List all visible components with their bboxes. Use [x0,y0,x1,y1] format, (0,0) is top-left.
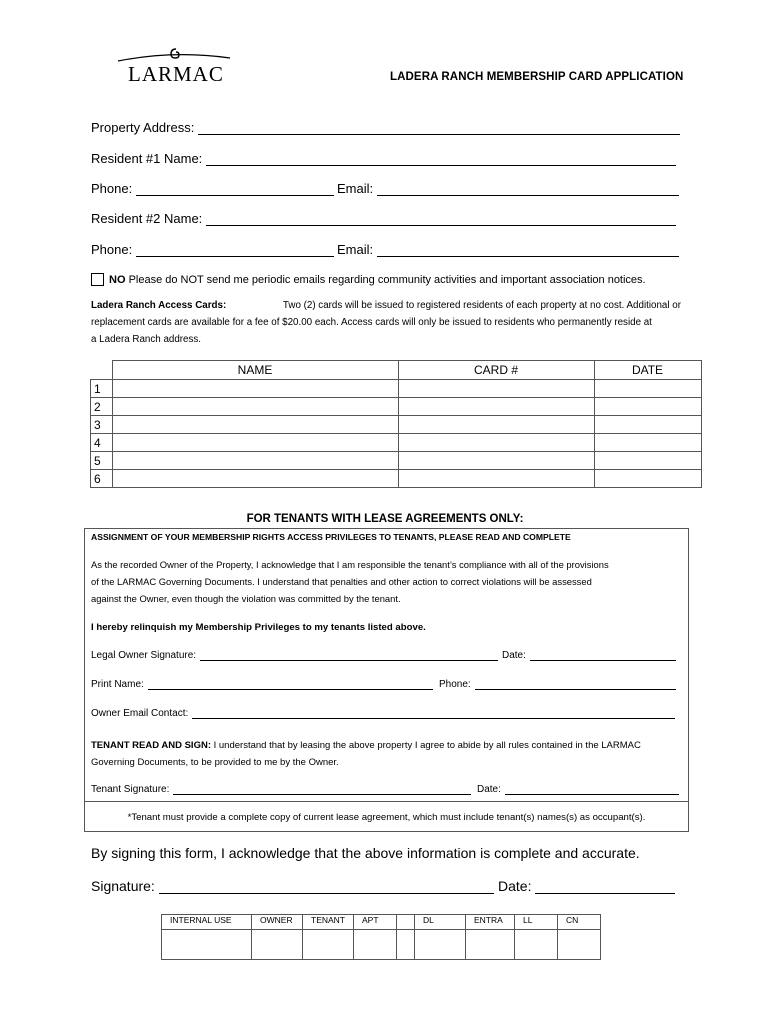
name-cell[interactable] [112,416,398,434]
owner-phone-label: Phone: [439,679,471,690]
tenant-signature-field[interactable] [91,784,471,795]
tenant-signature-line[interactable] [173,784,471,795]
tenant-section [84,528,689,832]
phone1-field[interactable] [91,181,334,196]
tenant-cell: TENANT [303,915,354,930]
internal-use-cell: INTERNAL USE [162,915,252,930]
legal-owner-signature-line[interactable] [200,650,498,661]
table-row [91,470,702,488]
owner-entry[interactable] [252,930,303,960]
date-cell[interactable] [594,452,701,470]
col-name: NAME [112,361,398,380]
resident2-field[interactable] [91,211,676,226]
signature-date-label: Date: [498,878,532,894]
print-name-line[interactable] [148,679,433,690]
blank-entry[interactable] [397,930,415,960]
name-cell[interactable] [112,398,398,416]
tenant-read-sign-line2: Governing Documents, to be provided to me by the Owner. [91,757,339,768]
email2-label: Email: [337,242,374,257]
property-address-field[interactable] [91,120,680,135]
tenant-read-sign [91,737,641,771]
table-row [91,416,702,434]
phone2-field[interactable] [91,242,334,257]
row-number: 4 [91,434,113,452]
resident1-line[interactable] [206,152,676,166]
opt-out-checkbox[interactable] [91,273,104,286]
dl-entry[interactable] [415,930,466,960]
row-number: 6 [91,470,113,488]
ll-entry[interactable] [515,930,558,960]
name-cell[interactable] [112,470,398,488]
resident2-line[interactable] [206,212,676,226]
owner-email-line[interactable] [192,708,675,719]
print-name-label: Print Name: [91,679,144,690]
relinquish-statement: I hereby relinquish my Membership Privileges to my tenants listed above. [91,622,426,633]
card-table [90,360,702,488]
assignment-heading: ASSIGNMENT OF YOUR MEMBERSHIP RIGHTS ACCESS PRIVILEGES TO TENANTS, PLEASE READ AND COMPLETE [91,532,571,542]
date-cell[interactable] [594,470,701,488]
tenant-date-label: Date: [477,784,501,795]
print-name-field[interactable] [91,679,433,690]
name-cell[interactable] [112,434,398,452]
phone1-label: Phone: [91,181,133,196]
opt-out-text: Please do NOT send me periodic emails regarding community activities and important association notices. [128,273,646,286]
tenant-read-sign-label: TENANT READ AND SIGN: [91,740,211,751]
owner-ack-line1: As the recorded Owner of the Property, I acknowledge that I am responsible the tenant’s compliance with all of the provisions [91,559,609,570]
phone2-label: Phone: [91,242,133,257]
owner-email-label: Owner Email Contact: [91,708,189,719]
owner-phone-field[interactable] [439,679,676,690]
logo-text: LARMAC [128,62,224,86]
property-address-line[interactable] [198,121,680,135]
phone1-line[interactable] [136,182,334,196]
card-cell[interactable] [398,470,594,488]
card-cell[interactable] [398,398,594,416]
tenants-heading: FOR TENANTS WITH LEASE AGREEMENTS ONLY: [246,513,524,525]
legal-owner-date-line[interactable] [530,650,676,661]
access-line1: Two (2) cards will be issued to registered residents of each property at no cost. Additional or [282,300,681,311]
larmac-logo [112,44,236,84]
signature-date-line[interactable] [535,879,675,894]
legal-owner-signature-label: Legal Owner Signature: [91,650,197,661]
date-cell[interactable] [594,434,701,452]
table-row [91,398,702,416]
date-cell[interactable] [594,416,701,434]
col-date: DATE [594,361,701,380]
page-title: LADERA RANCH MEMBERSHIP CARD APPLICATION [390,71,684,83]
legal-owner-date-label: Date: [502,650,526,661]
owner-cell: OWNER [252,915,303,930]
dl-cell: DL [415,915,466,930]
owner-ack-line3: against the Owner, even though the violation was committed by the tenant. [91,593,401,604]
entra-entry[interactable] [466,930,515,960]
signature-field[interactable] [91,878,494,894]
date-cell[interactable] [594,380,701,398]
internal-use-entry[interactable] [162,930,252,960]
property-address-label: Property Address: [91,120,195,135]
row-number: 5 [91,452,113,470]
signature-label: Signature: [91,878,155,894]
resident2-label: Resident #2 Name: [91,211,203,226]
card-cell[interactable] [398,380,594,398]
tenant-signature-label: Tenant Signature: [91,784,170,795]
acknowledgement-text: By signing this form, I acknowledge that the above information is complete and accurate. [91,845,640,861]
footnote-divider [85,801,688,802]
signature-date-field[interactable] [498,878,675,894]
internal-use-row [162,930,601,960]
ll-cell: LL [515,915,558,930]
resident1-field[interactable] [91,151,676,166]
card-table-header [91,361,702,380]
owner-acknowledgement [91,556,609,607]
email2-field[interactable] [337,242,679,257]
name-cell[interactable] [112,380,398,398]
blank-cell [397,915,415,930]
email1-line[interactable] [377,182,679,196]
row-number: 1 [91,380,113,398]
access-line3: a Ladera Ranch address. [91,334,202,345]
legal-owner-signature-field[interactable] [91,650,498,661]
cn-cell: CN [558,915,601,930]
tenant-date-line[interactable] [505,784,679,795]
internal-use-table [161,914,601,960]
email-opt-out [91,273,646,286]
access-cards-label: Ladera Ranch Access Cards: [91,300,227,311]
owner-ack-line2: of the LARMAC Governing Documents. I understand that penalties and other action to correct violations will be assessed [91,576,592,587]
tenant-read-sign-line1: I understand that by leasing the above property I agree to abide by all rules contained in the LARMAC [213,740,641,751]
opt-out-no: NO [109,273,126,286]
table-row [91,434,702,452]
email1-label: Email: [337,181,374,196]
table-row [91,380,702,398]
card-cell[interactable] [398,452,594,470]
card-cell[interactable] [398,416,594,434]
tenant-footnote: *Tenant must provide a complete copy of current lease agreement, which must include tenant(s) names(s) as occupant(s). [127,812,646,823]
phone2-line[interactable] [136,243,334,257]
entra-cell: ENTRA [466,915,515,930]
date-cell[interactable] [594,398,701,416]
apt-entry[interactable] [354,930,397,960]
table-row [91,452,702,470]
access-line2: replacement cards are available for a fee of $20.00 each. Access cards will only be issued to residents who permanently reside at [91,317,652,328]
tenant-entry[interactable] [303,930,354,960]
owner-email-field[interactable] [91,708,675,719]
signature-line[interactable] [159,879,494,894]
row-number: 3 [91,416,113,434]
name-cell[interactable] [112,452,398,470]
resident1-label: Resident #1 Name: [91,151,203,166]
internal-use-header [162,915,601,930]
email2-line[interactable] [377,243,679,257]
tenant-date-field[interactable] [477,784,679,795]
email1-field[interactable] [337,181,679,196]
access-cards-paragraph [91,297,681,348]
col-card: CARD # [398,361,594,380]
card-cell[interactable] [398,434,594,452]
apt-cell: APT [354,915,397,930]
owner-phone-line[interactable] [475,679,676,690]
cn-entry[interactable] [558,930,601,960]
row-number: 2 [91,398,113,416]
legal-owner-date-field[interactable] [502,650,676,661]
